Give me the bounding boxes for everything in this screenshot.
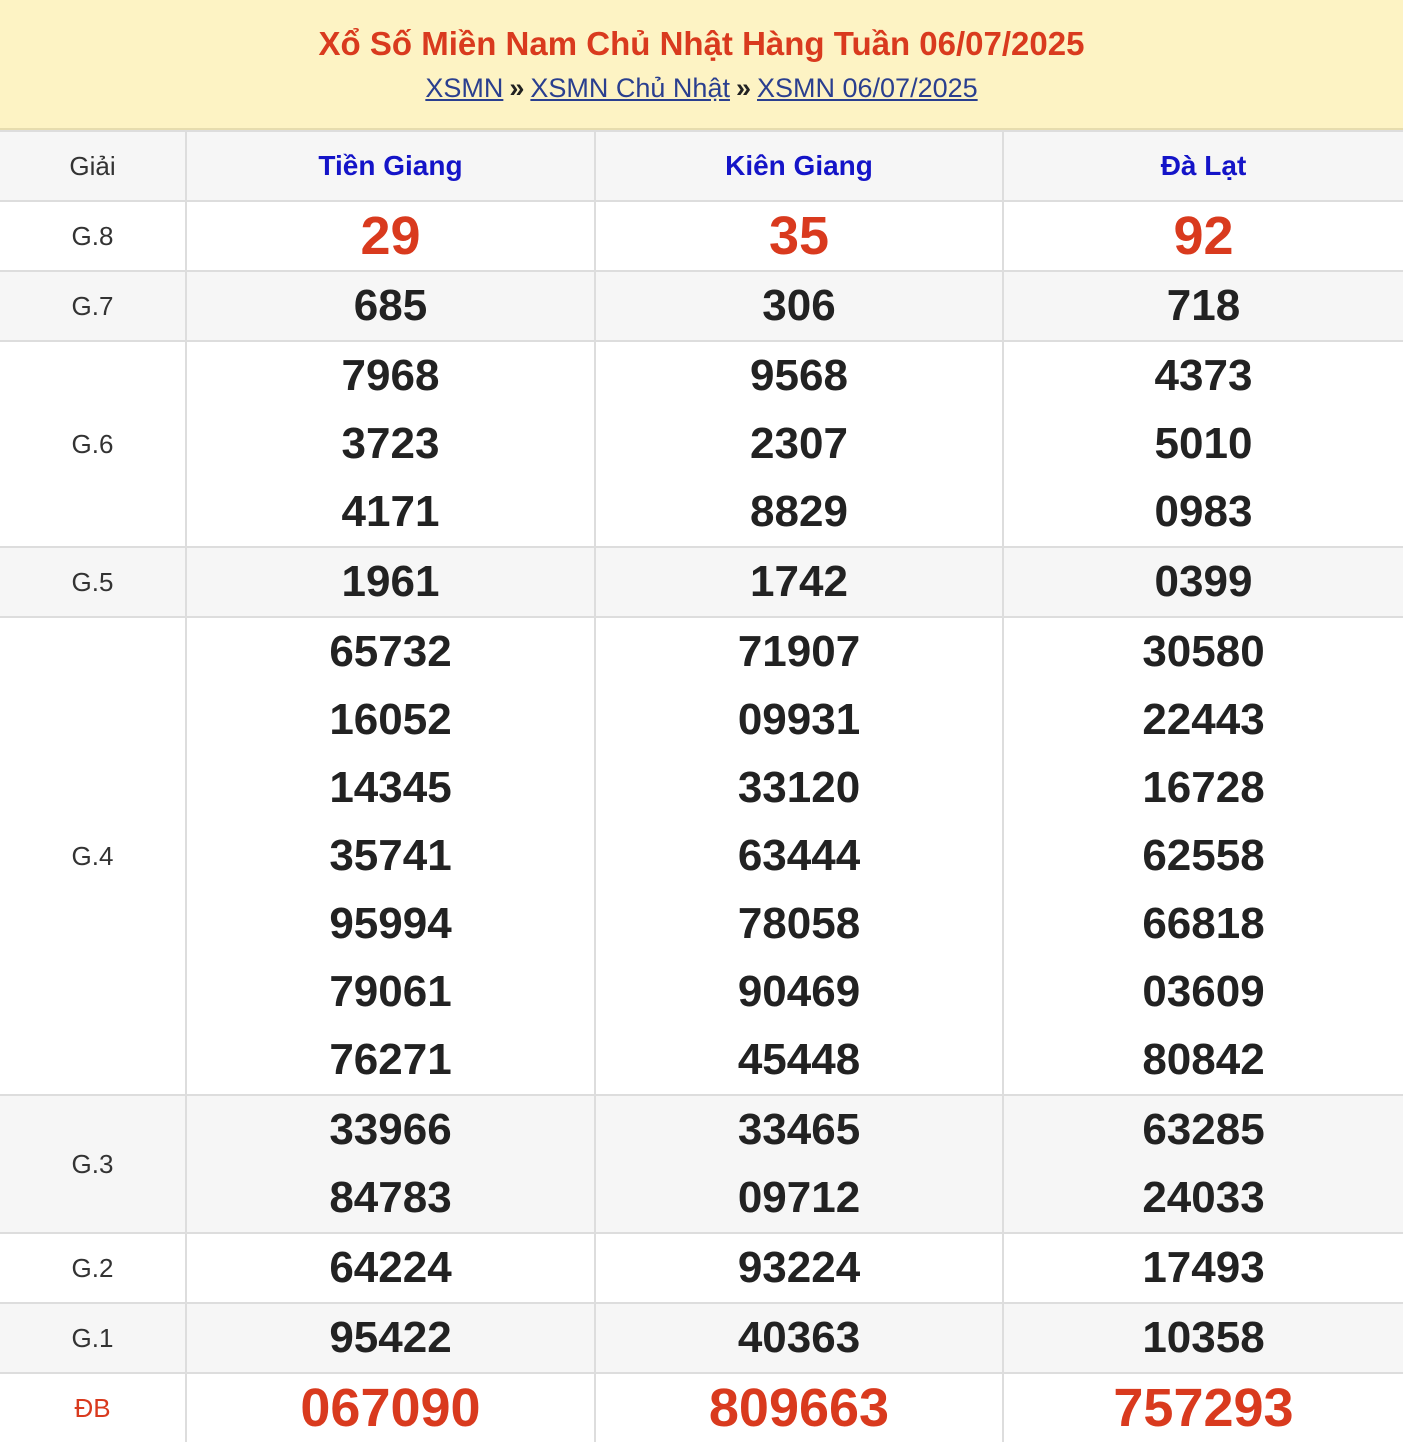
prize-cell-g8-col0	[186, 201, 595, 271]
prize-number: 65732	[329, 627, 452, 676]
prize-number: 17493	[1142, 1243, 1265, 1292]
prize-number: 4373	[1154, 351, 1253, 400]
prize-number: 84783	[329, 1173, 452, 1222]
prize-number: 0983	[1154, 487, 1253, 536]
breadcrumb-separator: »	[509, 73, 525, 103]
prize-number: 22443	[1142, 695, 1265, 744]
prize-label-g6: G.6	[0, 341, 186, 547]
prize-number: 14345	[329, 763, 452, 812]
prize-number: 067090	[300, 1378, 481, 1438]
prize-number: 63285	[1142, 1105, 1265, 1154]
prize-label-g5: G.5	[0, 547, 186, 617]
prize-number: 0399	[1154, 557, 1253, 606]
prize-number: 92	[1173, 206, 1234, 266]
prize-number: 809663	[708, 1378, 890, 1438]
prize-cell-g4-col1	[595, 617, 1003, 1095]
prize-label-g1: G.1	[0, 1303, 186, 1373]
prize-number: 33966	[329, 1105, 452, 1154]
page-title: Xổ Số Miền Nam Chủ Nhật Hàng Tuần 06/07/2025	[318, 25, 1085, 62]
prize-number: 62558	[1142, 831, 1265, 880]
prize-cell-g2-col0	[186, 1233, 595, 1303]
prize-number: 29	[360, 206, 421, 266]
prize-cell-g3-col2	[1003, 1095, 1403, 1233]
prize-number: 5010	[1154, 419, 1253, 468]
prize-number: 78058	[737, 899, 861, 948]
prize-cell-g2-col1	[595, 1233, 1003, 1303]
prize-number: 10358	[1142, 1313, 1265, 1362]
prize-number: 63444	[737, 831, 861, 880]
prize-number: 33120	[737, 763, 861, 812]
table-row-g2	[0, 1233, 1403, 1303]
prize-cell-g5-col0	[186, 547, 595, 617]
prize-number: 35741	[329, 831, 452, 880]
prize-cell-g3-col0	[186, 1095, 595, 1233]
prize-number: 66818	[1142, 899, 1265, 948]
prize-cell-g8-col2	[1003, 201, 1403, 271]
prize-cell-g5-col2	[1003, 547, 1403, 617]
prize-cell-db-col2	[1003, 1373, 1403, 1442]
table-row-g5	[0, 547, 1403, 617]
province-tien-giang: Tiền Giang	[186, 131, 595, 201]
prize-number: 306	[762, 281, 836, 330]
prize-cell-g1-col1	[595, 1303, 1003, 1373]
prize-number: 30580	[1142, 627, 1265, 676]
table-row-g7	[0, 271, 1403, 341]
prize-cell-g1-col0	[186, 1303, 595, 1373]
prize-number: 93224	[737, 1243, 861, 1292]
prize-number: 9568	[750, 351, 848, 400]
breadcrumb-link-xsmn[interactable]: XSMN	[425, 73, 504, 103]
prize-number: 79061	[329, 967, 452, 1016]
prize-number: 16728	[1142, 763, 1265, 812]
prize-cell-g3-col1	[595, 1095, 1003, 1233]
prize-number: 33465	[737, 1105, 861, 1154]
province-kien-giang: Kiên Giang	[595, 131, 1003, 201]
prize-number: 64224	[329, 1243, 452, 1292]
prize-cell-db-col0	[186, 1373, 595, 1442]
prize-label-g3: G.3	[0, 1095, 186, 1233]
prize-cell-g6-col2	[1003, 341, 1403, 547]
prize-number: 685	[353, 281, 428, 330]
province-da-lat: Đà Lạt	[1003, 131, 1403, 201]
prize-number: 16052	[329, 695, 452, 744]
prize-cell-g8-col1	[595, 201, 1003, 271]
breadcrumb-separator: »	[735, 73, 751, 103]
prize-number: 3723	[341, 419, 440, 468]
page-header	[0, 0, 1403, 130]
prize-number: 71907	[737, 627, 861, 676]
prize-number: 4171	[341, 487, 440, 536]
prize-number: 757293	[1113, 1378, 1294, 1438]
prize-number: 24033	[1142, 1173, 1265, 1222]
prize-number: 45448	[737, 1035, 861, 1084]
prize-cell-g6-col1	[595, 341, 1003, 547]
prize-cell-g1-col2	[1003, 1303, 1403, 1373]
prize-label-g2: G.2	[0, 1233, 186, 1303]
prize-number: 80842	[1142, 1035, 1265, 1084]
prize-cell-g5-col1	[595, 547, 1003, 617]
table-row-g6	[0, 341, 1403, 547]
prize-number: 1961	[341, 557, 440, 606]
prize-label-g7: G.7	[0, 271, 186, 341]
column-header-prize: Giải	[0, 131, 186, 201]
results-table	[0, 130, 1403, 1442]
prize-cell-g7-col0	[186, 271, 595, 341]
prize-cell-g6-col0	[186, 341, 595, 547]
prize-number: 1742	[750, 557, 848, 606]
prize-number: 90469	[737, 967, 861, 1016]
breadcrumb	[0, 71, 1403, 105]
table-header-row	[0, 131, 1403, 201]
prize-number: 8829	[750, 487, 848, 536]
table-row-db	[0, 1373, 1403, 1442]
table-row-g4	[0, 617, 1403, 1095]
prize-number: 40363	[737, 1313, 861, 1362]
prize-number: 95994	[329, 899, 452, 948]
table-row-g1	[0, 1303, 1403, 1373]
table-row-g3	[0, 1095, 1403, 1233]
table-row-g8	[0, 201, 1403, 271]
prize-number: 95422	[329, 1313, 452, 1362]
prize-cell-g7-col1	[595, 271, 1003, 341]
prize-cell-g4-col0	[186, 617, 595, 1095]
prize-number: 35	[768, 206, 830, 266]
prize-number: 09931	[737, 695, 861, 744]
prize-number: 718	[1166, 281, 1241, 330]
prize-cell-g7-col2	[1003, 271, 1403, 341]
prize-number: 7968	[341, 351, 440, 400]
prize-number: 76271	[329, 1035, 452, 1084]
prize-cell-g2-col2	[1003, 1233, 1403, 1303]
prize-label-db: ĐB	[0, 1373, 186, 1442]
prize-label-g8: G.8	[0, 201, 186, 271]
prize-cell-g4-col2	[1003, 617, 1403, 1095]
breadcrumb-link-xsmn-date[interactable]: XSMN 06/07/2025	[757, 73, 978, 103]
prize-cell-db-col1	[595, 1373, 1003, 1442]
prize-number: 2307	[750, 419, 848, 468]
prize-label-g4: G.4	[0, 617, 186, 1095]
breadcrumb-link-xsmn-chu-nhat[interactable]: XSMN Chủ Nhật	[530, 73, 730, 103]
prize-number: 03609	[1142, 967, 1265, 1016]
prize-number: 09712	[737, 1173, 861, 1222]
